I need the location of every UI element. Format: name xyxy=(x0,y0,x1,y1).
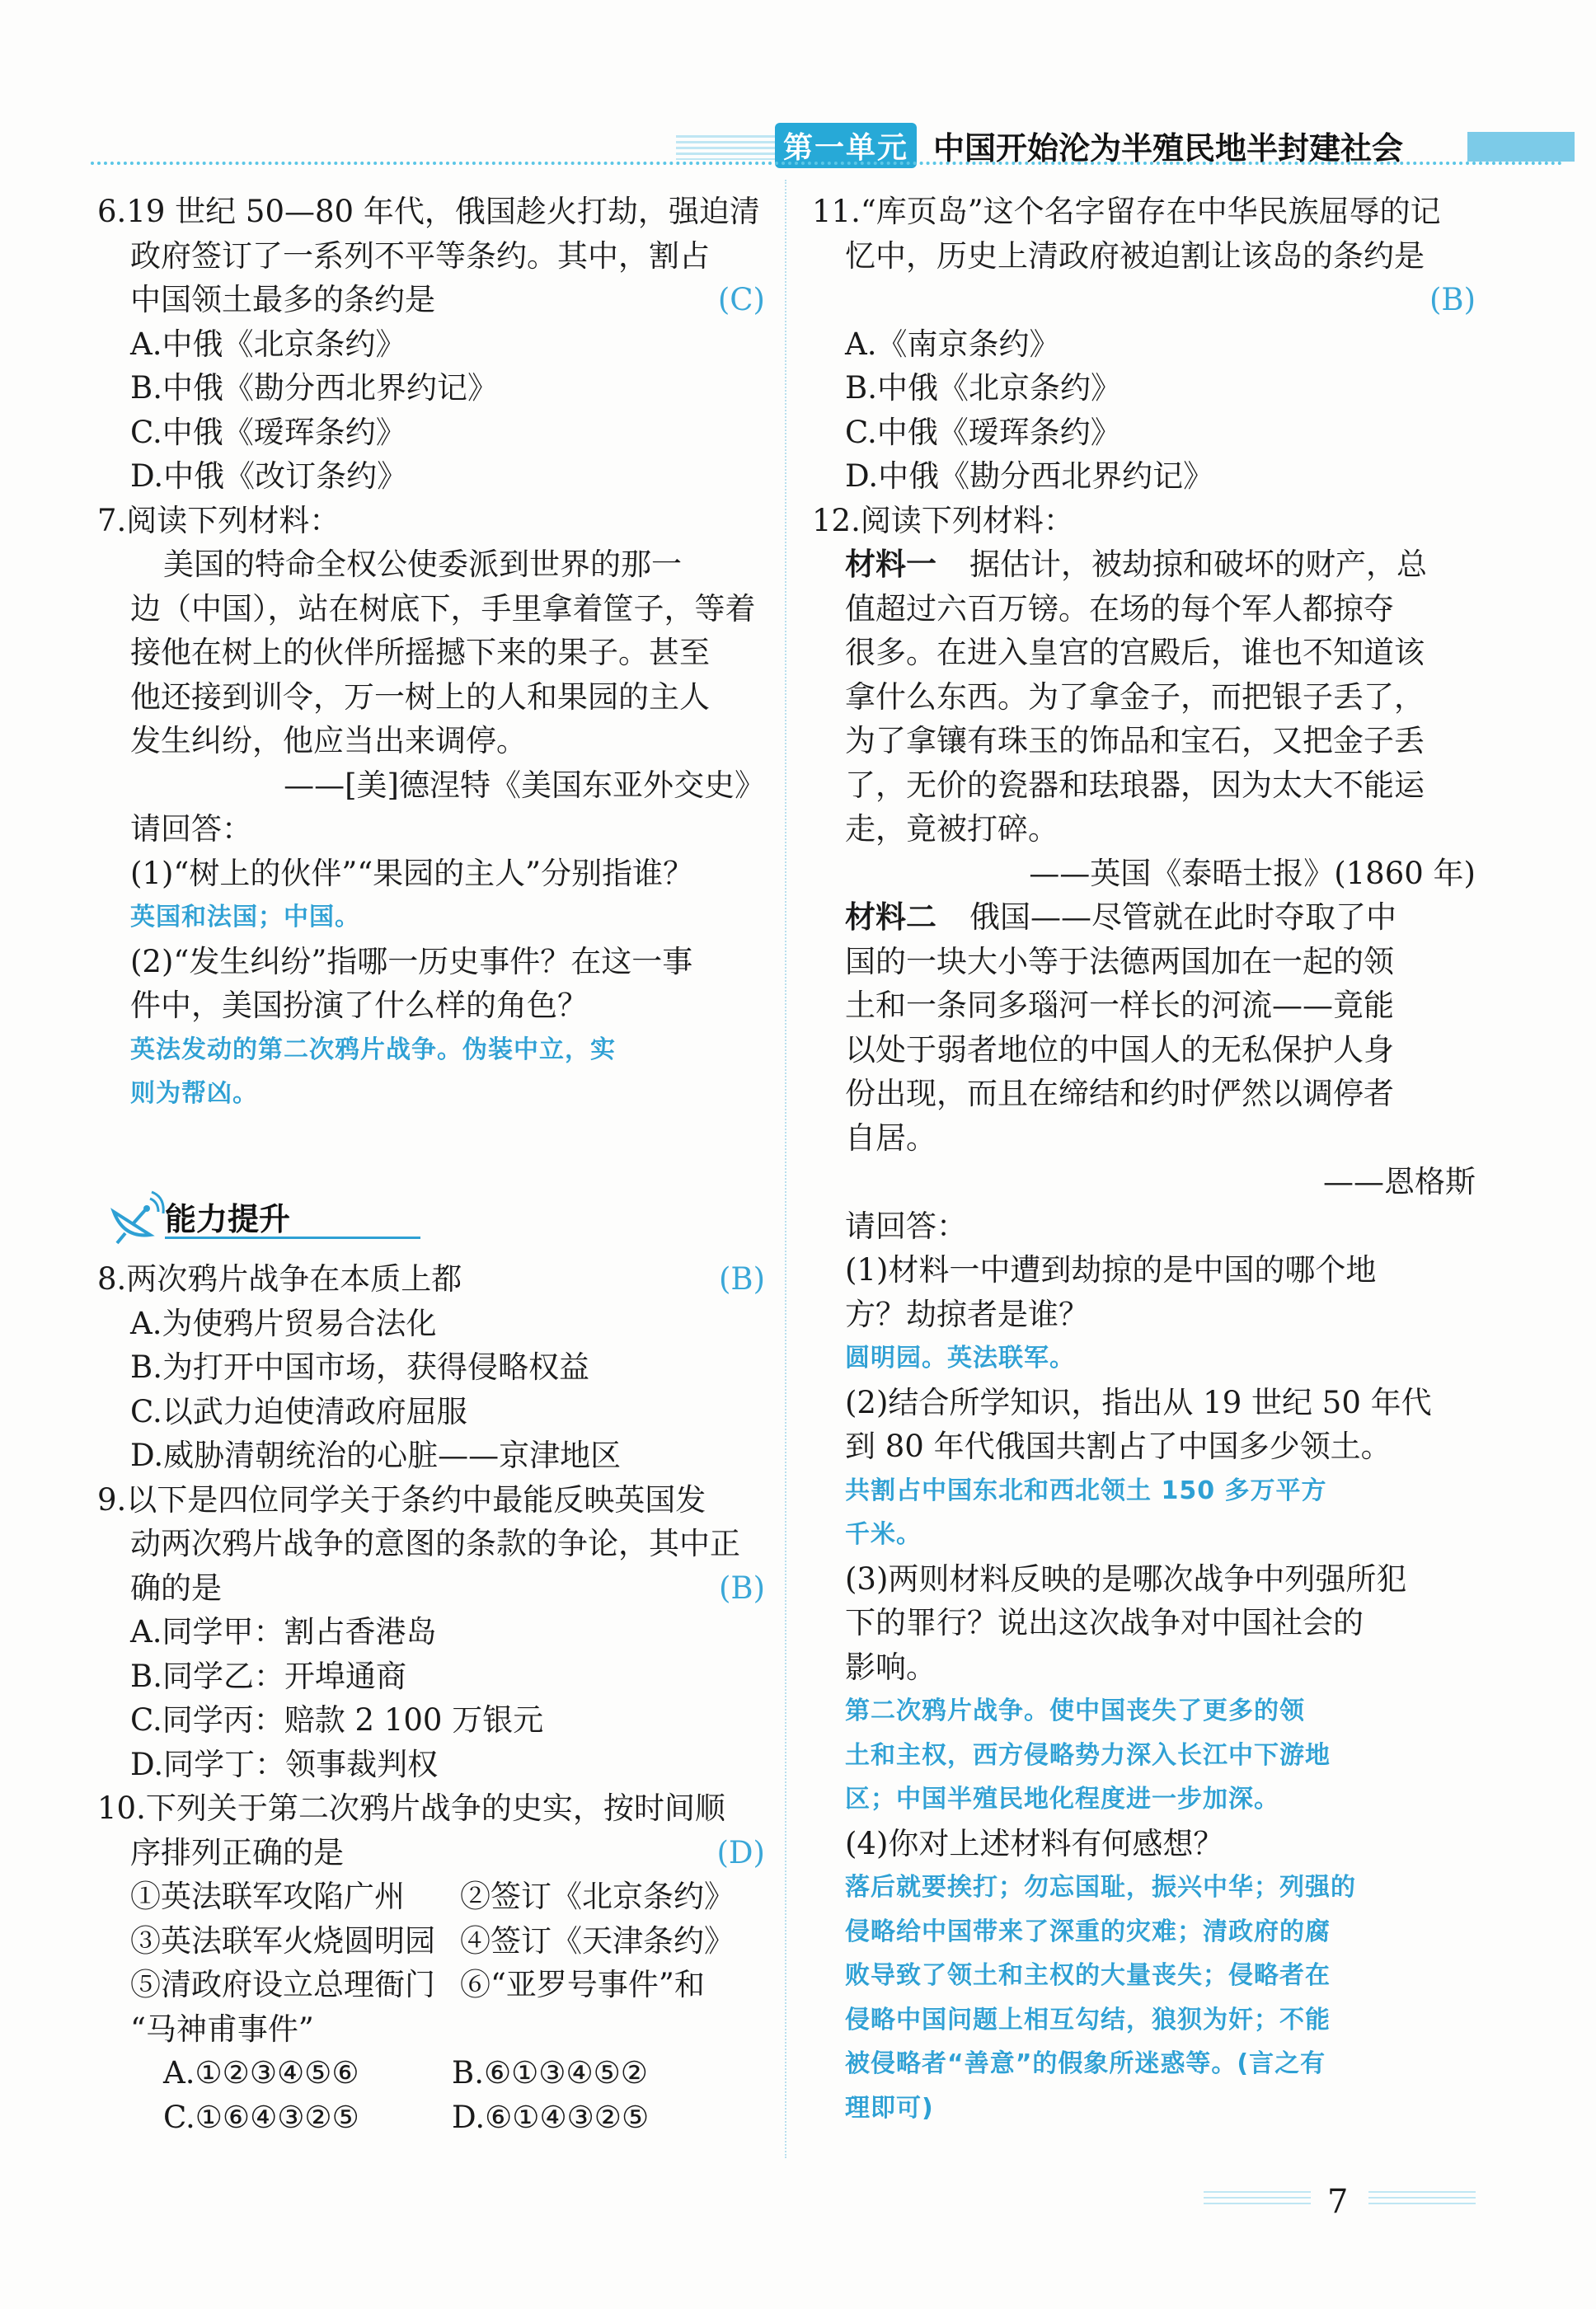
q7-answer2: 英法发动的第二次鸦片战争。伪装中立，实 xyxy=(130,1035,616,1064)
material2-label: 材料二 xyxy=(845,899,936,935)
q12-answer3: 土和主权，西方侵略势力深入长江中下游地 xyxy=(845,1740,1331,1770)
q12-sub2: (2)结合所学知识，指出从 19 世纪 50 年代 xyxy=(845,1384,1432,1420)
material1-label: 材料一 xyxy=(845,546,936,582)
q6-answer: (C) xyxy=(717,282,765,317)
unit-label: 第一单元 xyxy=(775,123,917,168)
q12-answer3: 第二次鸦片战争。使中国丧失了更多的领 xyxy=(845,1697,1305,1725)
q7-source: ——[美]德涅特《美国东亚外交史》 xyxy=(284,767,765,803)
q8-option: A.为使鸦片贸易合法化 xyxy=(130,1305,437,1341)
section-label: 能力提升 xyxy=(165,1201,291,1237)
q6-line: 6.19 世纪 50—80 年代，俄国趁火打劫，强迫清 xyxy=(97,194,760,229)
satellite-dish-icon xyxy=(107,1187,165,1245)
q12-material2-source: ——恩格斯 xyxy=(1323,1164,1476,1199)
q7-material: 美国的特命全权公使委派到世界的那一 xyxy=(163,547,682,582)
q12-answer3: 区；中国半殖民地化程度进一步加深。 xyxy=(845,1785,1279,1814)
column-divider xyxy=(785,180,786,2158)
q10-options: A.①②③④⑤⑥ B.⑥①③④⑤② xyxy=(163,2055,648,2091)
q8-option: B.为打开中国市场，获得侵略权益 xyxy=(130,1349,589,1385)
q12-sub2: 到 80 年代俄国共割占了中国多少领土。 xyxy=(845,1429,1392,1464)
q7-material: 接他在树上的伙伴所摇撼下来的果子。甚至 xyxy=(130,635,710,670)
q10-items: ③英法联军火烧圆明园 ④签订《天津条约》 xyxy=(130,1922,735,1959)
q12-prompt: 请回答： xyxy=(845,1208,967,1244)
q10-answer: (D) xyxy=(716,1834,765,1870)
q12-answer2: 千米。 xyxy=(845,1520,922,1549)
q12-material1: 很多。在进入皇宫的宫殿后，谁也不知道该 xyxy=(845,635,1425,670)
q12-answer4: 败导致了领土和主权的大量丧失；侵略者在 xyxy=(845,1961,1331,1990)
q12-answer4: 被侵略者“善意”的假象所迷惑等。(言之有 xyxy=(845,2049,1326,2078)
q7-intro: 7.阅读下列材料： xyxy=(97,502,340,538)
q7-material: 边（中国），站在树底下，手里拿着筐子，等着 xyxy=(130,590,756,627)
q6-option: D.中俄《改订条约》 xyxy=(130,458,408,494)
q12-material1: 拿什么东西。为了拿金子，而把银子丢了， xyxy=(845,678,1425,715)
q9-option: D.同学丁：领事裁判权 xyxy=(130,1746,439,1782)
right-column xyxy=(812,190,1476,2130)
q9-line: 动两次鸦片战争的意图的条款的争论，其中正 xyxy=(130,1526,740,1561)
page-number-decoration xyxy=(1368,2191,1476,2208)
q7-prompt: 请回答： xyxy=(130,811,252,847)
q12-material1-source: ——英国《泰晤士报》(1860 年) xyxy=(1029,855,1476,891)
q8-option: C.以武力迫使清政府屈服 xyxy=(130,1393,467,1429)
section-heading xyxy=(107,1187,420,1245)
q12-sub1: 方？劫掠者是谁？ xyxy=(845,1296,1089,1332)
q12-material2: 国的一块大小等于法德两国加在一起的领 xyxy=(845,943,1394,979)
q11-option: C.中俄《瑷珲条约》 xyxy=(845,414,1121,450)
q12-sub3: 影响。 xyxy=(845,1649,936,1685)
q7-sub1: (1)“树上的伙伴”“果园的主人”分别指谁？ xyxy=(130,855,694,891)
q12-sub4: (4)你对上述材料有何感想？ xyxy=(845,1825,1224,1861)
q8-option: D.威胁清朝统治的心脏——京津地区 xyxy=(130,1438,622,1473)
q12-material2: 份出现，而且在缔结和约时俨然以调停者 xyxy=(845,1076,1394,1111)
q6-option: C.中俄《瑷珲条约》 xyxy=(130,414,406,450)
q10-line: 序排列正确的是 (D) xyxy=(97,1831,765,1875)
q9-line: 确的是 (B) xyxy=(97,1566,765,1611)
q12-sub3: (3)两则材料反映的是哪次战争中列强所犯 xyxy=(845,1560,1407,1597)
q11-option: A.《南京条约》 xyxy=(845,326,1060,362)
q7-material: 他还接到训令，万一树上的人和果园的主人 xyxy=(130,678,710,715)
q7-material: 发生纠纷，他应当出来调停。 xyxy=(130,723,527,758)
q12-material2: 自居。 xyxy=(845,1119,936,1156)
q10-options: C.①⑥④③②⑤ D.⑥①④③②⑤ xyxy=(163,2099,650,2135)
q10-item-cont: “马神甫事件” xyxy=(130,2011,314,2047)
q11-option: B.中俄《北京条约》 xyxy=(845,370,1121,406)
q7-answer2: 则为帮凶。 xyxy=(130,1079,258,1108)
q10-items: ①英法联军攻陷广州 ②签订《北京条约》 xyxy=(130,1879,735,1914)
q12-material1: 值超过六百万镑。在场的每个军人都掠夺 xyxy=(845,590,1394,627)
q12-intro: 12.阅读下列材料： xyxy=(812,502,1074,538)
q11-answer: (B) xyxy=(1429,282,1476,317)
q10-items: ⑤清政府设立总理衙门 ⑥“亚罗号事件”和 xyxy=(130,1967,705,2002)
q8-answer: (B) xyxy=(718,1261,765,1297)
q12-sub1: (1)材料一中遭到劫掠的是中国的哪个地 xyxy=(845,1252,1377,1288)
q6-option: A.中俄《北京条约》 xyxy=(130,326,406,362)
q6-line: 政府签订了一系列不平等条约。其中，割占 xyxy=(130,237,710,274)
q9-option: C.同学丙：赔款 2 100 万银元 xyxy=(130,1702,544,1738)
q12-material2: 以处于弱者地位的中国人的无私保护人身 xyxy=(845,1031,1394,1068)
q12-material1: 走，竟被打碎。 xyxy=(845,811,1059,847)
q9-option: B.同学乙：开埠通商 xyxy=(130,1658,406,1694)
unit-header xyxy=(775,125,1403,165)
page-number: 7 xyxy=(1327,2183,1349,2221)
q7-sub2: (2)“发生纠纷”指哪一历史事件？在这一事 xyxy=(130,943,693,979)
header-rule xyxy=(91,162,1563,165)
q8-line: 8.两次鸦片战争在本质上都 (B) xyxy=(97,1257,765,1302)
q12-material1: 了，无价的瓷器和珐琅器，因为太大不能运 xyxy=(845,767,1425,803)
q9-answer: (B) xyxy=(718,1570,765,1606)
q12-material1: 材料一 据估计，被劫掠和破坏的财产，总 xyxy=(845,546,1427,582)
q7-answer1: 英国和法国；中国。 xyxy=(130,903,360,932)
q6-line: 中国领土最多的条约是 (C) xyxy=(97,278,765,322)
q7-sub2: 件中，美国扮演了什么样的角色？ xyxy=(130,988,588,1023)
q11-line: 忆中，历史上清政府被迫割让该岛的条约是 xyxy=(845,237,1425,274)
header-bar xyxy=(1467,132,1575,162)
section-underline xyxy=(165,1237,420,1239)
header-decoration xyxy=(676,135,775,160)
q12-answer4: 侵略中国问题上相互勾结，狼狈为奸；不能 xyxy=(845,2005,1331,2034)
q12-answer2: 共割占中国东北和西北领土 150 多万平方 xyxy=(845,1476,1327,1505)
q12-material1: 为了拿镶有珠玉的饰品和宝石，又把金子丢 xyxy=(845,723,1425,758)
q11-option: D.中俄《勘分西北界约记》 xyxy=(845,458,1214,494)
q11-line: 11.“库页岛”这个名字留存在中华民族屈辱的记 xyxy=(812,194,1441,229)
q12-answer4: 侵略给中国带来了深重的灾难；清政府的腐 xyxy=(845,1917,1331,1946)
q12-answer1: 圆明园。英法联军。 xyxy=(845,1344,1075,1373)
q12-material2: 材料二 俄国——尽管就在此时夺取了中 xyxy=(845,899,1396,935)
q10-line: 10.下列关于第二次鸦片战争的史实，按时间顺 xyxy=(97,1790,725,1826)
unit-title: 中国开始沦为半殖民地半封建社会 xyxy=(933,129,1404,167)
q12-material2: 土和一条同多瑙河一样长的河流——竟能 xyxy=(845,988,1394,1023)
left-column-top xyxy=(97,190,765,1116)
q12-answer4: 落后就要挨打；勿忘国耻，振兴中华；列强的 xyxy=(845,1873,1356,1902)
q12-answer4: 理即可) xyxy=(845,2093,934,2123)
q12-sub3: 下的罪行？说出这次战争对中国社会的 xyxy=(845,1605,1364,1640)
page-number-decoration xyxy=(1204,2191,1311,2208)
q9-line: 9.以下是四位同学关于条约中最能反映英国发 xyxy=(97,1481,706,1518)
q9-option: A.同学甲：割占香港岛 xyxy=(130,1614,437,1650)
left-column-bottom xyxy=(97,1257,765,2139)
q6-option: B.中俄《勘分西北界约记》 xyxy=(130,370,498,406)
